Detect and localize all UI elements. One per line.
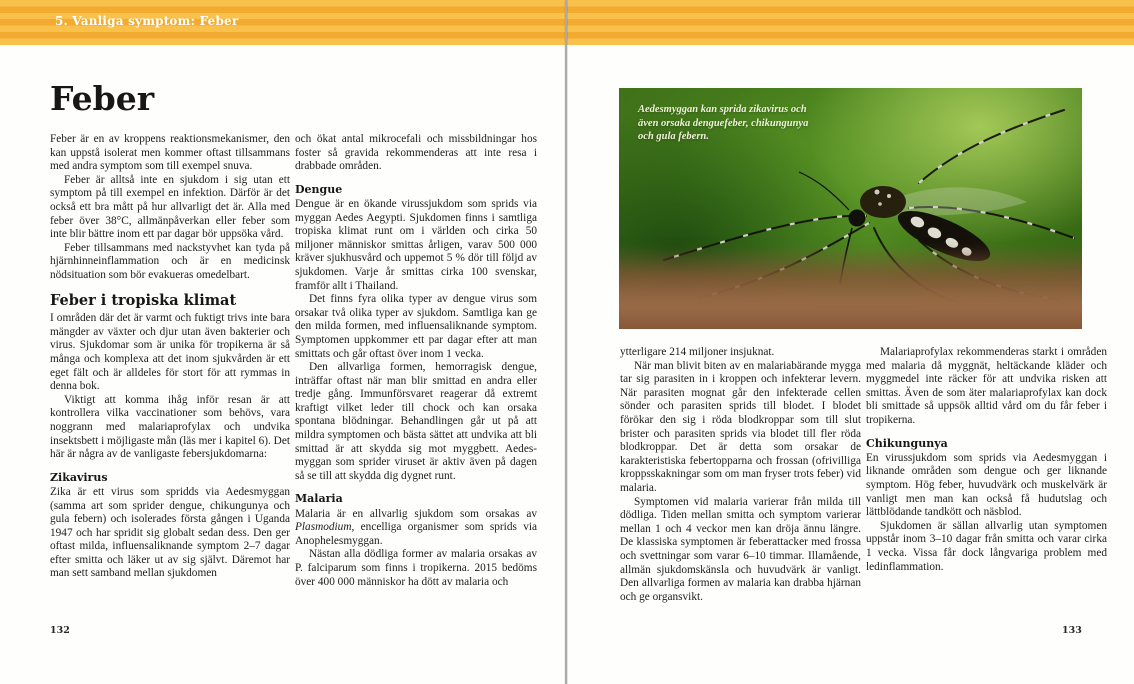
paragraph: Det finns fyra olika typer av dengue virus som orsakar två olika typer av sjukdom. Samtliga kan ge den milda formen, med influensaliknande symptom. Symptomen uppkommer ett par dagar efter att man smittats och går oftast över inom 1 vecka.	[295, 293, 537, 360]
text-run: , encelliga organismer som sprids via Anophelesmyggan.	[295, 521, 537, 547]
paragraph: Feber är en av kroppens reaktionsmekanismer, den kan uppstå isolerat men kommer oftast tillsammans med andra symptom som till exempel snuva.	[50, 133, 290, 173]
left-page-column-1	[50, 133, 290, 581]
paragraph: Feber tillsammans med nackstyvhet kan tyda på hjärnhinneinflammation och är en medicinsk nödsituation som bör evakueras omedelbart.	[50, 241, 290, 281]
paragraph: I områden där det är varmt och fuktigt trivs inte bara mängder av växter och djur utan även bakterier och virus. Sjukdomar som är unika för tropikerna är så många och komplexa att det inom sjukvården är ett eget fält och är alldeles för stort för att rymmas in denna bok.	[50, 312, 290, 393]
right-page-column-2	[866, 346, 1107, 574]
section-heading-chikungunya: Chikungunya	[866, 436, 948, 450]
page-gutter-divider	[565, 0, 567, 684]
paragraph: Viktigt att komma ihåg inför resan är att kontrollera vilka vaccinationer som behövs, vara noggrann med malariaprofylax och undvika insektsbett i möjligaste mån (läs mer i kapitel 6). Det här är några av de vanligaste febersjukdomarna:	[50, 393, 290, 461]
paragraph: och ökat antal mikrocefali och missbildningar hos foster så gravida rekommenderas att inte resa i drabbade områden.	[295, 133, 537, 173]
section-heading-zikavirus: Zikavirus	[50, 470, 108, 484]
skin-surface	[619, 246, 1082, 329]
paragraph: Malariaprofylax rekommenderas starkt i områden med malaria då myggnät, heltäckande kläder och myggmedel inte räcker för att undvika risken att smittas. Även de som äter malariaprofylax kan dock bli smittade så uppsök alltid vård om du får feber i tropikerna.	[866, 346, 1107, 426]
paragraph: Den allvarliga formen, hemorragisk dengue, inträffar oftast när man blir smittad en andra eller tredje gång. Immunförsvaret reagerar då extremt kraftigt vilket leder till chock och kan orsaka spontana blödningar. Behandlingen går ut på att mildra symptomen och bästa sättet att undvika att bli smittad är att skydda sig mot myggbett. Aedes-myggan som sprider viruset är aktiv även på dagen så se till att skydda dig dygnet runt.	[295, 361, 537, 482]
paragraph: Dengue är en ökande virussjukdom som sprids via myggan Aedes Aegypti. Sjukdomen finns i samtliga tropiska klimat runt om i världen och cirka 50 miljoner människor smittas årligen, varav 500 000 kräver sjukhusvård och uppemot 5 % dör till följd av sjukdomen. Varje år smittas cirka 100 svenskar, framför allt i Thailand.	[295, 197, 537, 292]
paragraph: Nästan alla dödliga former av malaria orsakas av P. falciparum som finns i tropikerna. 2015 bedöms över 400 000 människor ha dött av malaria och	[295, 548, 537, 588]
paragraph: Sjukdomen är sällan allvarlig utan symptomen uppstår inom 3–10 dagar från smitta och varar cirka 1 vecka. Vissa får dock långvariga problem med ledinflammation.	[866, 519, 1107, 573]
chapter-header-band	[0, 0, 1134, 45]
paragraph: ytterligare 214 miljoner insjuknat.	[620, 346, 775, 358]
left-page-column-2	[295, 133, 537, 589]
text-run: Malaria är en allvarlig sjukdom som orsakas av	[295, 507, 537, 520]
paragraph: När man blivit biten av en malariabärande mygga tar sig parasiten in i kroppen och infekterar levern. När parasiten mognat går den infekterade cellen sönder och parasiten sprids till blodet. I blodet förökar den sig i röda blodkroppar som till slut brister och parasiten sprids via blodet till fler röda blodkroppar. Det är detta som orsakar de karakteristiska febertopparna och frossan (ofrivilliga kroppsskakningar som om man fryser trots feber) vid malaria.	[620, 359, 861, 494]
page-number-left: 132	[50, 625, 70, 636]
section-heading-dengue: Dengue	[295, 182, 343, 196]
mosquito-photo	[619, 88, 1082, 329]
paragraph: Feber är alltså inte en sjukdom i sig utan ett symptom på till exempel en infektion. Därför är det också ett bra mått på hur allvarligt det är. Alla med feber över 38°C, allmänpåverkan eller feber som inte blir bättre inom ett par dagar bör uppsöka vård.	[50, 173, 290, 241]
paragraph: Zika är ett virus som spridds via Aedesmyggan (samma art som sprider dengue, chikungunya och gula febern) och isolerades första gången i Uganda 1947 och har spridit sig globalt sedan dess. Den ger oftast milda, influensaliknande symptom 2–7 dagar efter smitta och läker ut av sig självt. Däremot har man sett samband mellan sjukdomen	[50, 485, 290, 580]
chapter-header-label: 5. Vanliga symptom: Feber	[55, 14, 239, 28]
section-heading-malaria: Malaria	[295, 492, 343, 506]
latin-species-name: Plasmodium	[295, 521, 352, 534]
page-number-right: 133	[1062, 625, 1082, 636]
right-page-column-1	[620, 346, 861, 604]
paragraph: Symptomen vid malaria varierar från milda till dödliga. Tiden mellan smitta och symptom varierar mellan 1 och 4 veckor men kan dröja ännu längre. De klassiska symptomen är feberattacker med frossa och svettningar som varar 6–10 timmar. Illamående, allmän sjukdomskänsla och huvudvärk är vanligt. Den allvarliga formen av malaria kan drabba hjärnan och ge organsvikt.	[620, 495, 861, 603]
paragraph	[295, 508, 537, 549]
page-title: Feber	[50, 79, 155, 118]
paragraph: En virussjukdom som sprids via Aedesmyggan i liknande områden som dengue och ger liknande symptom. Hög feber, huvudvärk och muskelvärk är vanligt men man kan också få hudutslag och lättblödande tandkött och näsblod.	[866, 451, 1107, 519]
section-heading-tropics: Feber i tropiska klimat	[50, 291, 237, 309]
photo-caption: Aedesmyggan kan sprida zikavirus och även orsaka denguefeber, chikungunya och gula febern.	[638, 104, 809, 142]
